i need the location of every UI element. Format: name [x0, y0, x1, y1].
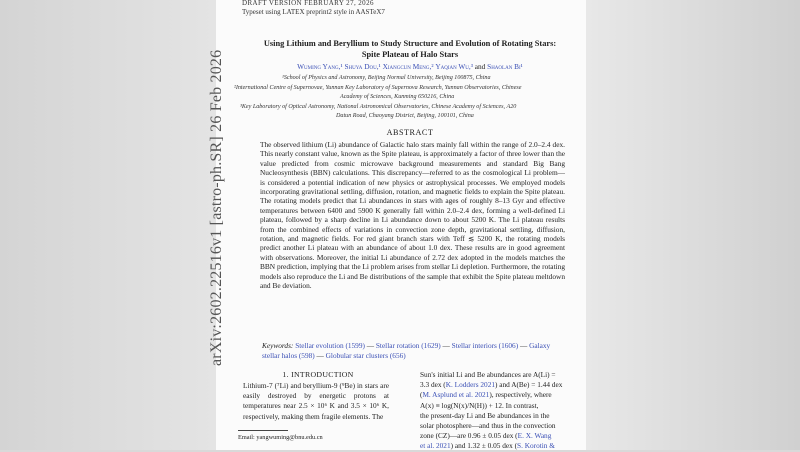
affiliation-1: ¹School of Physics and Astronomy, Beijing Normal University, Beijing 100875, China: [282, 75, 491, 81]
title-line-1: Using Lithium and Beryllium to Study Structure and Evolution of Rotating Stars:: [263, 39, 557, 48]
affiliation-3-cont: Datun Road, Chaoyang District, Beijing, 100101, China: [336, 113, 474, 119]
author-and: and: [474, 62, 486, 71]
right-line-2: [420, 380, 586, 390]
keyword-separator: —: [519, 341, 528, 350]
citation-asplund[interactable]: M. Asplund et al. 2021: [422, 390, 490, 400]
footnote-rule: [238, 430, 288, 431]
paper-title: [232, 38, 588, 60]
citation-wang-cont[interactable]: et al. 2021: [420, 441, 451, 451]
keywords-label: Keywords:: [262, 341, 294, 350]
affiliation-3: ³Key Laboratory of Optical Astronomy, National Astronomical Observatories, Chinese Academy of Sciences, A20: [240, 104, 517, 110]
right-line-3: [420, 390, 586, 400]
background-right: [586, 0, 800, 450]
keyword-separator: —: [316, 351, 324, 360]
citation-korotin[interactable]: S. Korotin &: [517, 441, 555, 451]
keyword-separator: —: [442, 341, 450, 350]
right-line-4: A(x) ≡ log(N(x)/N(H)) + 12. In contrast,: [420, 400, 539, 410]
author-1[interactable]: Wuming Yang,¹: [297, 62, 343, 71]
abstract-heading: ABSTRACT: [386, 128, 434, 137]
right-column-text: [420, 370, 586, 452]
draft-version: DRAFT VERSION FEBRUARY 27, 2026: [242, 0, 374, 7]
title-line-2: Spite Plateau of Halo Stars: [361, 50, 459, 59]
right-line-6: solar photosphere—and thus in the convection: [420, 421, 556, 431]
background-left: [0, 0, 216, 450]
keyword-separator: —: [366, 341, 375, 350]
text-run: 3.3 dex (: [420, 380, 446, 390]
abstract-text: The observed lithium (Li) abundance of Galactic halo stars mainly fall within the range of 2.0–2.4 dex. This nearly constant value, known as the Spite plateau, is approximately a factor of three lower than the value predicted from cosmic microwave background measurements and standard Big Bang Nucleosynthesis (BBN) calculations. This discrepancy—referred to as the cosmological Li problem—is considered a potential indication of new physics or astrophysical processes. We employed models incorporating gravitational settling, diffusion, rotation, and magnetic fields to explain the Spite plateau. The rotating models predict that Li abundances in stars with ages of roughly 8–13 Gyr and effective temperatures between 6400 and 5900 K generally fall within 2.0–2.4 dex, forming a well-defined Li plateau, followed by a sharp decline in Li abundance down to about 5200 K. The Li plateau results from the combined effects of variations in convection zone depth, gravitational settling, diffusion, rotation, and magnetic fields. For red giant branch stars with Teff ≲ 5200 K, the rotating models predict another Li plateau with an abundance of about 1.0 dex. These results are in good agreement with observations. Moreover, the initial Li abundance of 2.72 dex adopted in the models matches the BBN prediction, implying that the Li problem arises from stellar Li depletion. Furthermore, the rotating models also reproduce the Li and Be distributions of the sample that exhibit the Spite plateau meltdown and Be deviation.: [260, 140, 565, 291]
right-line-8: [420, 441, 586, 451]
right-line-5: the present-day Li and Be abundances in the: [420, 410, 550, 420]
right-line-7: [420, 431, 586, 441]
text-run: (: [420, 390, 423, 400]
affiliation-2: ²International Centre of Supernovae, Yunnan Key Laboratory of Supernova Research, Yunnan Observatories, Chinese: [234, 85, 522, 91]
text-run: zone (CZ)—are 0.96 ± 0.05 dex (: [420, 431, 518, 441]
affiliation-2-cont: Academy of Sciences, Kunming 650216, China: [340, 94, 455, 100]
text-run: ) and 1.32 ± 0.05 dex (: [450, 441, 518, 451]
footnote-email: Email: yangwuming@bnu.edu.cn: [238, 434, 323, 441]
keyword-2[interactable]: Stellar rotation (1629): [375, 341, 441, 350]
text-run: ), respectively, where: [489, 390, 552, 400]
author-3[interactable]: Xiangcun Meng,²: [382, 62, 434, 71]
author-2[interactable]: Shuya Dou,¹: [344, 62, 381, 71]
section-heading-introduction: 1. INTRODUCTION: [282, 370, 354, 379]
author-4[interactable]: Yaqian Wu,³: [435, 62, 473, 71]
arxiv-identifier[interactable]: arXiv:2602.22516v1 [astro-ph.SR] 26 Feb 2026: [208, 49, 225, 366]
keyword-4[interactable]: Galaxy stellar halos (598): [262, 341, 551, 360]
citation-wang[interactable]: E. X. Wang: [517, 431, 552, 441]
keyword-5[interactable]: Globular star clusters (656): [325, 351, 406, 360]
author-list: [232, 62, 588, 71]
author-5[interactable]: Shaolan Bi¹: [487, 62, 523, 71]
keyword-1[interactable]: Stellar evolution (1599): [295, 341, 365, 350]
right-line-1: Sun's initial Li and Be abundances are A(Li) =: [420, 370, 556, 379]
keywords: [262, 341, 562, 361]
text-run: ) and A(Be) = 1.44 dex: [495, 380, 563, 390]
keyword-3[interactable]: Stellar interiors (1606): [451, 341, 519, 350]
citation-lodders[interactable]: K. Lodders 2021: [445, 380, 495, 390]
intro-paragraph: Lithium-7 (⁷Li) and beryllium-9 (⁹Be) in stars are easily destroyed by energetic protons at temperatures near 2.5 × 10⁶ K and 3.5 × 10⁶ K, respectively, making them fragile elements. The: [243, 381, 389, 421]
typeset-line: Typeset using LATEX preprint2 style in AASTeX7: [242, 8, 385, 16]
